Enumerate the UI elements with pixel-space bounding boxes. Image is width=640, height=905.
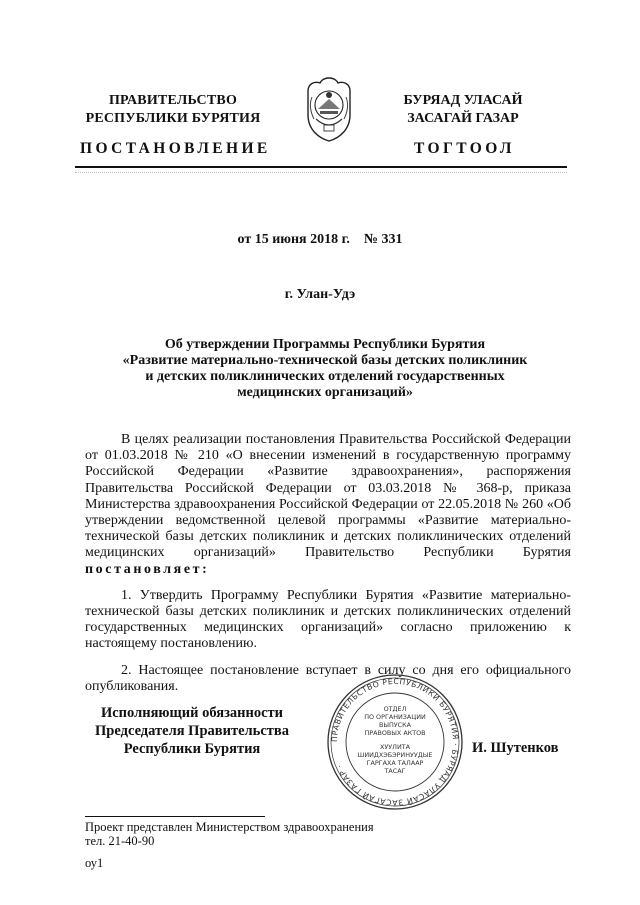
footer-prepared-by: Проект представлен Министерством здравоохранения — [85, 820, 374, 834]
official-seal-icon — [325, 673, 465, 811]
header-right-line1: БУРЯАД УЛАСАЙ — [403, 93, 523, 108]
document-body — [85, 432, 571, 705]
city: г. Улан-Удэ — [284, 287, 356, 302]
intro-paragraph — [85, 432, 571, 578]
seal-inner-line: ПРАВОВЫХ АКТОВ — [364, 729, 426, 737]
title-line: Об утверждении Программы Республики Бурятия — [164, 337, 486, 352]
seal-inner-line: ГАРГАХА ТАЛААР — [366, 759, 424, 767]
position-line: Республики Бурятия — [123, 741, 261, 757]
seal-inner-line: ОТДЕЛ — [383, 705, 407, 713]
seal-inner-line: ПО ОРГАНИЗАЦИИ — [364, 713, 426, 721]
doc-type-russian: ПОСТАНОВЛЕНИЕ — [80, 140, 271, 157]
header-right-line2: ЗАСАГАЙ ГАЗАР — [407, 111, 519, 126]
doc-type-buryat: ТОГТООЛ — [414, 140, 515, 157]
svg-text:ПРАВИТЕЛЬСТВО РЕСПУБЛИКИ БУРЯТ — [330, 677, 460, 807]
header-left-line2: РЕСПУБЛИКИ БУРЯТИЯ — [85, 111, 261, 126]
intro-keyword: постановляет: — [85, 561, 210, 577]
title-line: и детских поликлинических отделений государственных — [145, 369, 505, 384]
header-left-org — [78, 92, 268, 128]
header-dotted-divider — [75, 172, 567, 174]
item-2: 2. Настоящее постановление вступает в силу со дня его официального опубликования. — [85, 662, 571, 694]
document-title — [110, 337, 540, 401]
seal-inner-line: ТАСАГ — [384, 767, 406, 775]
item-1: 1. Утвердить Программу Республики Бурятия «Развитие материально-технической базы детских поликлиник и детских поликлинических отделений государственных медицинских организаций» согласно приложению к настоящему постановлению. — [85, 587, 571, 652]
header-divider — [75, 166, 567, 168]
date-and-number: от 15 июня 2018 г. № 331 — [237, 232, 403, 247]
title-line: медицинских организаций» — [237, 385, 413, 400]
position-line: Председателя Правительства — [95, 723, 289, 739]
footer-divider — [85, 816, 265, 817]
header-right-org — [378, 92, 548, 128]
title-line: «Развитие материально-технической базы детских поликлиник — [122, 353, 528, 368]
seal-inner-line: ШИИДХЭБЭРИНУУДЫЕ — [357, 751, 433, 759]
seal-outer-text: ПРАВИТЕЛЬСТВО РЕСПУБЛИКИ БУРЯТИЯ · БУРЯАД УЛАСАЙ ЗАСАГАЙ ГАЗАР · — [329, 676, 461, 808]
intro-text: В целях реализации постановления Правительства Российской Федерации от 01.03.2018 № 210 «О внесении изменений в государственную программу Российской Федерации «Развитие здравоохранения», распоряжения Правительства Российской Федерации от 03.03.2018 № 368-р, приказа Министерства здравоохранения Российской Федерации от 22.05.2018 № 260 «Об утверждении ведомственной целевой программы «Развитие материально-технической базы детских поликлиник и детских поликлинических отделений медицинских организаций» Правительство Республики Бурятия — [85, 432, 571, 561]
position-line: Исполняющий обязанности — [100, 705, 284, 721]
footer-code: оу1 — [85, 856, 104, 870]
footer — [85, 820, 374, 870]
header-left-line1: ПРАВИТЕЛЬСТВО — [108, 93, 238, 108]
seal-inner-line: ВЫПУСКА — [378, 721, 412, 729]
signatory-position — [82, 704, 302, 758]
signatory-name: И. Шутенков — [472, 740, 559, 756]
seal-inner-line: ХУУЛИТА — [379, 743, 411, 751]
footer-phone: тел. 21-40-90 — [85, 834, 155, 848]
coat-of-arms-icon — [300, 75, 358, 143]
